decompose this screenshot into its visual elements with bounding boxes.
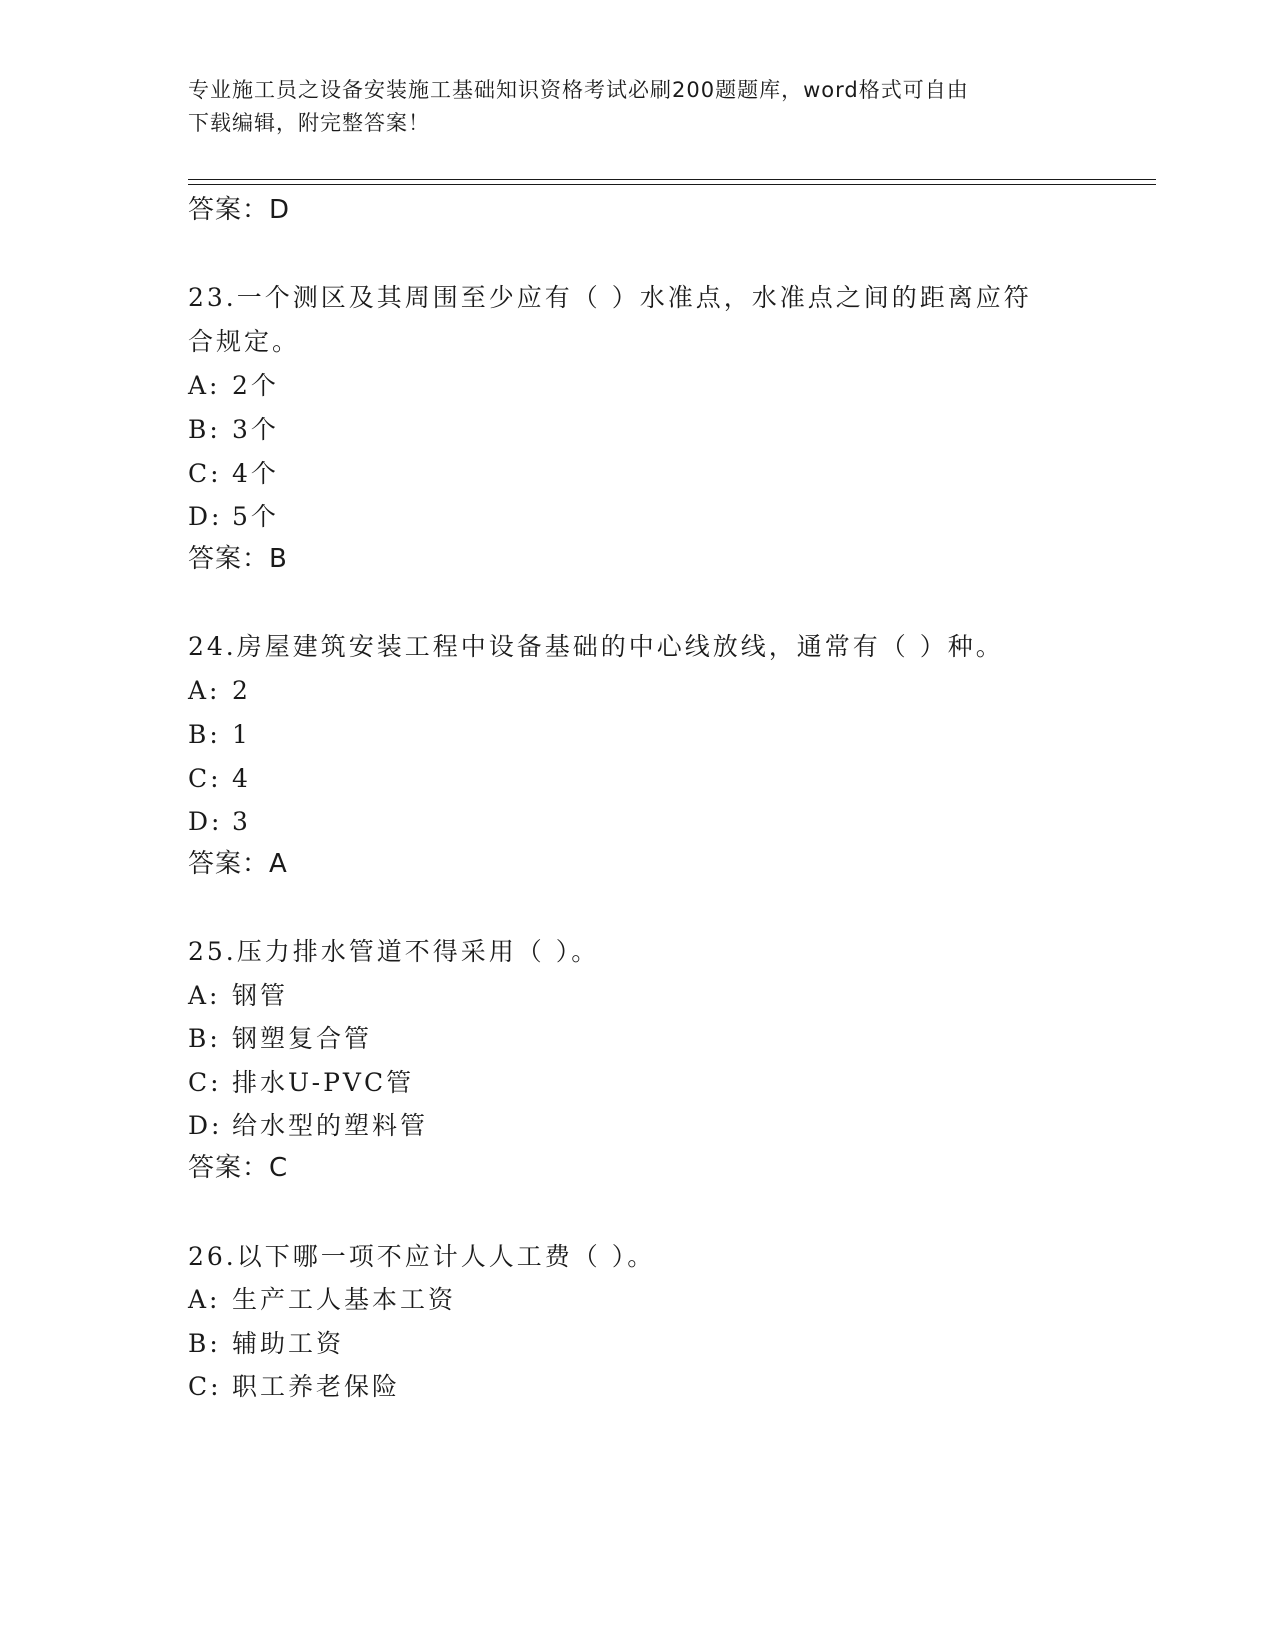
option-text: 3 (232, 807, 251, 836)
option-key: A: (188, 676, 221, 705)
option-text: 钢管 (232, 981, 289, 1010)
option-text: 生产工人基本工资 (232, 1285, 457, 1314)
option-24-c (188, 759, 251, 799)
option-text: 钢塑复合管 (232, 1024, 373, 1053)
option-26-a (188, 1280, 456, 1320)
option-23-a (188, 366, 279, 406)
option-24-b (188, 715, 251, 755)
option-25-a (188, 976, 288, 1016)
option-23-d (188, 497, 279, 537)
question-stem-24: 24.房屋建筑安装工程中设备基础的中心线放线，通常有（ ）种。 (188, 632, 1004, 661)
option-text: 给水型的塑料管 (232, 1111, 429, 1140)
option-26-c (188, 1367, 400, 1407)
option-key: A: (188, 371, 221, 400)
option-text: 4 (232, 764, 251, 793)
header-line-2: 下载编辑，附完整答案！ (188, 111, 430, 135)
document-header (188, 74, 1088, 140)
header-divider-bottom (188, 184, 1156, 185)
option-text: 3个 (232, 415, 279, 444)
option-key: A: (188, 981, 221, 1010)
question-stem-25: 25.压力排水管道不得采用（ ）。 (188, 937, 600, 966)
option-23-c (188, 454, 279, 494)
option-text: 2 (232, 676, 251, 705)
question-stem-23-line-2: 合规定。 (188, 327, 301, 356)
option-25-d (188, 1106, 428, 1146)
option-24-a (188, 671, 251, 711)
answer-23: 答案：B (188, 544, 288, 574)
option-25-c (188, 1063, 414, 1103)
option-key: C: (188, 764, 222, 793)
previous-answer: 答案：D (188, 195, 291, 225)
answer-25: 答案：C (188, 1153, 289, 1183)
option-key: B: (188, 1329, 221, 1358)
option-key: D: (188, 807, 223, 836)
option-text: 职工养老保险 (232, 1372, 401, 1401)
option-text: 4个 (232, 459, 279, 488)
option-text: 排水U-PVC管 (232, 1068, 415, 1097)
question-stem-26: 26.以下哪一项不应计人人工费（ ）。 (188, 1242, 656, 1271)
header-line-1: 专业施工员之设备安装施工基础知识资格考试必刷200题题库，word格式可自由 (188, 78, 969, 102)
option-text: 辅助工资 (232, 1329, 345, 1358)
option-text: 1 (232, 720, 251, 749)
option-key: A: (188, 1285, 221, 1314)
option-24-d (188, 802, 251, 842)
option-key: B: (188, 1024, 221, 1053)
option-26-b (188, 1324, 344, 1364)
option-key: D: (188, 502, 223, 531)
option-key: C: (188, 1068, 222, 1097)
option-text: 2个 (232, 371, 279, 400)
question-stem-23-line-1: 23.一个测区及其周围至少应有（ ）水准点，水准点之间的距离应符 (188, 283, 1032, 312)
option-key: C: (188, 1372, 222, 1401)
option-25-b (188, 1019, 372, 1059)
option-text: 5个 (232, 502, 279, 531)
header-divider-top (188, 179, 1156, 180)
option-key: B: (188, 415, 221, 444)
option-key: D: (188, 1111, 223, 1140)
option-23-b (188, 410, 279, 450)
option-key: C: (188, 459, 222, 488)
answer-24: 答案：A (188, 849, 288, 879)
option-key: B: (188, 720, 221, 749)
